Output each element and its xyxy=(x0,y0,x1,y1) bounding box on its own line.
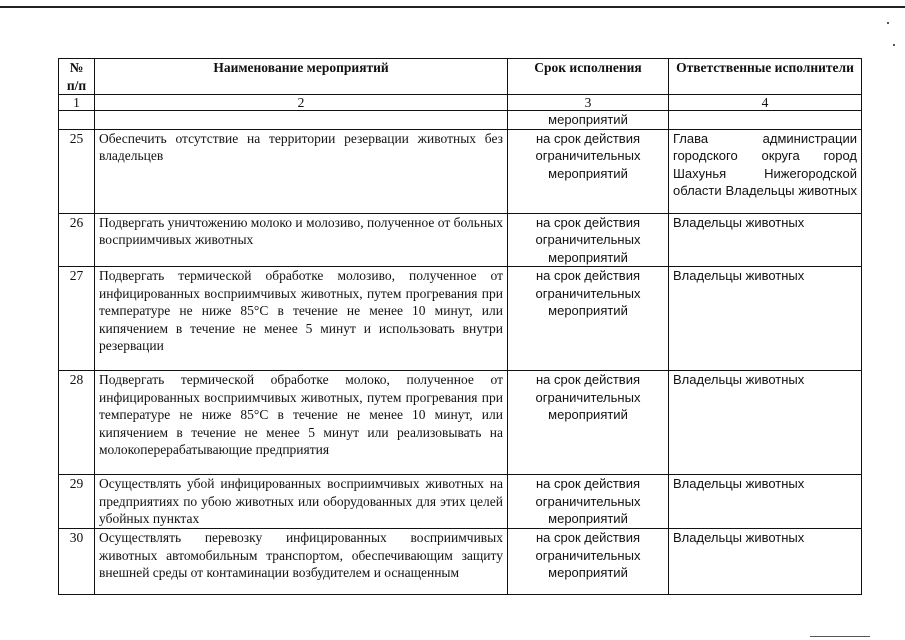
row-term: на срок действия ограничительных мероприятий xyxy=(508,371,669,475)
table-row xyxy=(59,371,862,475)
row-responsible: Владельцы животных xyxy=(669,529,862,595)
scan-speck xyxy=(887,22,889,24)
row-action: Обеспечить отсутствие на территории резервации животных без владельцев xyxy=(95,129,508,213)
row-responsible: Владельцы животных xyxy=(669,371,862,475)
row-term: на срок действия ограничительных мероприятий xyxy=(508,475,669,529)
row-number: 30 xyxy=(59,529,95,595)
header-responsible: Ответственные исполнители xyxy=(669,59,862,95)
row-responsible: Владельцы животных xyxy=(669,267,862,371)
scan-speck xyxy=(810,636,870,637)
table-row xyxy=(59,267,862,371)
header-term: Срок исполнения xyxy=(508,59,669,95)
measures-table xyxy=(58,58,862,595)
column-number: 4 xyxy=(669,95,862,111)
row-number: 25 xyxy=(59,129,95,213)
column-number: 2 xyxy=(95,95,508,111)
table-row xyxy=(59,529,862,595)
top-rule xyxy=(0,6,905,8)
row-responsible: Владельцы животных xyxy=(669,475,862,529)
row-number: 27 xyxy=(59,267,95,371)
row-number: 28 xyxy=(59,371,95,475)
row-responsible: Глава администрации городского округа город Шахунья Нижегородской области Владельцы животных xyxy=(669,129,862,213)
row-action: Осуществлять убой инфицированных восприимчивых животных на предприятиях по убою животных или оборудованных для этих целей убойных пунктах xyxy=(95,475,508,529)
row-number: 26 xyxy=(59,213,95,267)
column-number: 1 xyxy=(59,95,95,111)
row-action: Подвергать термической обработке молозиво, полученное от инфицированных восприимчивых животных, путем прогревания при температуре не ниже 85°С в течение не менее 10 минут, или кипячением в течение не менее 5 минут и использовать внутри резервации xyxy=(95,267,508,371)
row-action: Подвергать термической обработке молоко, полученное от инфицированных восприимчивых животных, путем прогревания при температуре не ниже 85°С в течение не менее 10 минут, или кипячением в течение не менее 5 минут или реализовывать на молокоперерабатывающие предприятия xyxy=(95,371,508,475)
row-action: Подвергать уничтожению молоко и молозиво, полученное от больных восприимчивых животных xyxy=(95,213,508,267)
scan-speck xyxy=(893,44,895,46)
header-number: № п/п xyxy=(59,59,95,95)
table-row xyxy=(59,213,862,267)
header-row xyxy=(59,59,862,95)
row-term: на срок действия ограничительных мероприятий xyxy=(508,267,669,371)
table-row xyxy=(59,475,862,529)
row-action: Осуществлять перевозку инфицированных восприимчивых животных автомобильным транспортом, обеспечивающим защиту внешней среды от контаминации возбудителем и оснащенным xyxy=(95,529,508,595)
table-row xyxy=(59,129,862,213)
row-term: на срок действия ограничительных мероприятий xyxy=(508,529,669,595)
continuation-row xyxy=(59,111,862,130)
row-term: на срок действия ограничительных мероприятий xyxy=(508,129,669,213)
column-number: 3 xyxy=(508,95,669,111)
column-numbers-row xyxy=(59,95,862,111)
header-action: Наименование мероприятий xyxy=(95,59,508,95)
row-number: 29 xyxy=(59,475,95,529)
continuation-term: мероприятий xyxy=(508,111,669,130)
row-term: на срок действия ограничительных мероприятий xyxy=(508,213,669,267)
row-responsible: Владельцы животных xyxy=(669,213,862,267)
